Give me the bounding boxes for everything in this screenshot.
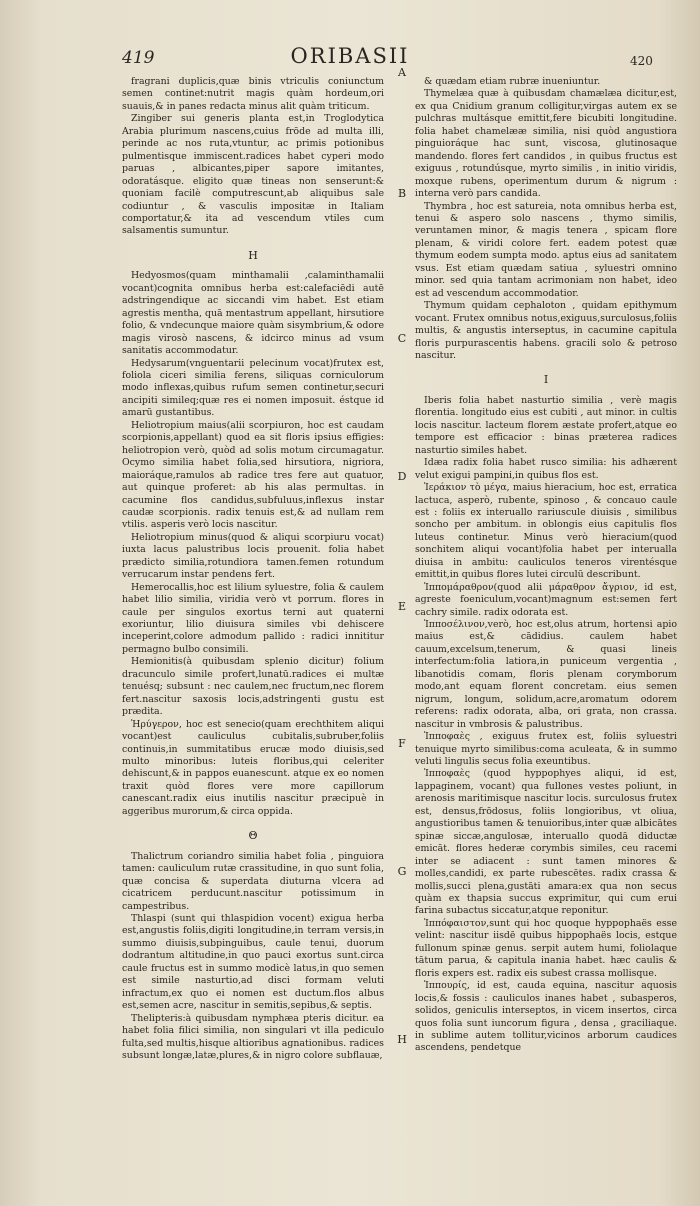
text-paragraph: Thalictrum coriandro similia habet folia , pinguiora tamen: cauliculum rutæ crassitudine, in quo sunt folia, quæ concisa & superdata diuturna vlcera ad cicatricem perducunt.nascitur potissimum in campestribus.	[122, 850, 384, 912]
text-paragraph: Ἱππoσέλινον,verò, hoc est,olus atrum, hortensi apio maius est,& cādidius. caulem habet cauum,excelsum,tenerum, & quasi lineis interfectum:folia latiora,in puniceum vergentia , libanotidis comam, floris plenam corymborum modo,ant equam florent concretam. eius semen nigrum, longum, solidum,acre,aromatum odorem referens: radix odorata, alba, ori grata, non crassa. nascitur in vmbrosis & palustribus.	[415, 619, 677, 730]
text-paragraph: Ἠρύγερον, hoc est senecio(quam erechthitem aliqui vocant)est cauliculus cubitalis,subruber,foliis continuis,in summitatibus erucæ modo diuisis,sed multo minoribus: luteis floribus,qui celeriter dehiscunt,& in pappos euanescunt. atque ex eo nomen traxit quòd flores vere more capillorum canescant.radix eius inutilis nascitur præcipuè in aggeribus murorum,& circa oppida.	[122, 718, 384, 817]
text-paragraph: Iberis folia habet nasturtio similia , verè magis florentia. longitudo eius est cubiti , aut minor. in cultis locis nascitur. lacteum florem æstate profert,atque eo tempore est efficacior : binas præterea radices nasturtio similes habet.	[415, 394, 677, 456]
text-paragraph: Thelipteris:à quibusdam nymphæa pteris dicitur. ea habet folia filici similia, non singulari vt illa pediculo fulta,sed multis,hisque altioribus agnationibus. radices subsunt longæ,latæ,plures,& in nigro colore subflauæ,	[122, 1012, 384, 1061]
margin-letter-d: D	[397, 470, 407, 483]
text-paragraph: Thymum quidam cephaloton , quidam epithymum vocant. Frutex omnibus notus,exiguus,surculosus,foliis multis, & angustis interseptus, in cacumine capitula floris purpurascentis habens. gracili solo & petroso nascitur.	[415, 300, 677, 361]
right-text-column	[415, 76, 677, 1176]
page-header	[0, 44, 700, 74]
text-paragraph: Heliotropium minus(quod & aliqui scorpiuru vocat) iuxta lacus palustribus locis prouenit. folia habet prædicto similia,rotundiora tamen.femen rotundum verrucarum instar pendens fert.	[122, 531, 384, 581]
text-paragraph: & quædam etiam rubræ inueniuntur.	[424, 76, 601, 87]
section-heading: H	[248, 248, 258, 262]
text-paragraph: Hemerocallis,hoc est lilium syluestre, folia & caulem habet lilio similia, viridia verò vt porrum. flores in caule per singulos exortus terni aut quaterni exoriuntur, lilio diuisura similes vbi dehiscere inceperint,colore admodum pallido : radici innititur permagno bulbo consimili.	[122, 581, 384, 655]
text-paragraph: Heliotropium maius(alii scorpiuron, hoc est caudam scorpionis,appellant) quod ea sit floris ipsius effigies: heliotropion verò, quòd ad solis motum circumagatur. Ocymo similia habet folia,sed hirsutiora, nigriora, maioráque,ramulos ab radice tres fere aut quatuor, aut quinque proferet: ab his alas permultas. in cacumine flos candidus,subfuluus,inflexus instar caudæ scorpionis. radix tenuis est,& ad nullam rem vtilis. asperis verò locis nascitur.	[122, 419, 384, 531]
text-paragraph: Hedyosmos(quam minthamalii ,calaminthamalii vocant)cognita omnibus herba est:calefaciēdi autē adstringendique ac siccandi vim habet. Est etiam agrestis mentha, quā mentastrum appellant, hirsutiore folio, & vndecunque maiore quàm sisymbrium,& odore magis virosò nascens, & idcirco minus ad vsum sanitatis accommodatur.	[122, 270, 384, 357]
section-heading: Θ	[248, 829, 258, 843]
text-paragraph: Thlaspi (sunt qui thlaspidion vocent) exigua herba est,angustis foliis,digiti longitudine,in terram versis,in summo diuisis,subpinguibus, caule tenui, duorum dodrantum altitudine,in quo pauci exortus sunt.circa caule fructus est in summo modicè latus,in quo semen est simile nasturtio,ad disci formam veluti infractum,ex quo ei nomen est ductum.flos albus est,semen acre, nascitur in semitis,sepibus,& septis.	[122, 913, 384, 1012]
margin-letter-b: B	[397, 187, 407, 200]
text-paragraph: Hemionitis(à quibusdam splenio dicitur) folium dracunculo simile profert,lunatū.radices ei multæ tenuésq; subsunt : nec caulem,nec fructum,nec florem fert.nascitur saxosis locis,adstringenti gustu est prædita.	[122, 656, 384, 718]
text-paragraph: Thymelæa quæ à quibusdam chamælæa dicitur,est, ex qua Cnidium granum colligitur,virgas autem ex se pulchras multásque emittit,fere bicubiti longitudine. folia habet chamelææ similia, nisi quòd angustiora pinguioráque hac sunt, viscosa, glutinosaque mandendo. flores fert candidos , in quibus fructus est exiguus , rotundúsque, myrto similis , in initio viridis, moxque rubens, operimentum durum & nigrum : interna verò pars candida.	[415, 88, 677, 200]
page-number-right: 420	[630, 54, 653, 68]
margin-letter-f: F	[398, 737, 406, 750]
text-paragraph: Hedysarum(vnguentarii pelecinum vocat)frutex est, foliola ciceri similia ferens, siliquas corniculorum modo inflexas,quibus rufum semen continetur,securi ancipiti simileq;quæ res ei nomen imposuit. éstque id amarū gustantibus.	[122, 357, 384, 419]
left-text-column	[122, 76, 384, 1176]
margin-letter-a: A	[398, 66, 406, 79]
margin-letter-h: H	[397, 1033, 407, 1046]
margin-letter-c: C	[397, 332, 407, 345]
text-paragraph: Ἱππομάραθρον(quod alii μάραθρον ἄγριον, id est, agreste foeniculum,vocant)magnum est:semen fert cachry simile. radix odorata est.	[415, 581, 677, 618]
text-paragraph: Idæa radix folia habet rusco similia: his adhærent velut exigui pampini,in quibus flos est.	[415, 457, 677, 481]
text-paragraph: Ἱπποφαὲς (quod hyppophyes aliqui, id est, lappaginem, vocant) qua fullones vestes poliunt, in arenosis maritimisque nascitur locis. surculosus frutex est, densus,frōdosus, foliis longioribus, vt oliua, angustioribus tamen & tenuioribus,inter quæ albicātes spinæ siccæ,angulosæ, interuallo quodā diductæ emicāt. flores hederæ corymbis similes, ceu racemi inter se adiacent : sunt tamen minores & molles,candidi, ex parte rubescētes. radix crassa & mollis,succi plena,gustāti amara:ex qua non secus quàm ex thapsia succus exprimitur, qui cum erui farina subactus siccatur,atque reponitur.	[415, 768, 677, 917]
margin-letter-g: G	[397, 865, 407, 878]
text-paragraph: Thymbra , hoc est satureia, nota omnibus herba est, tenui & aspero solo nascens , thymo similis, veruntamen minor, & magis tenera , spicam flore plenam, & viridi colore fert. eadem potest quæ thymum eodem sumpta modo. aptus eius ad sanitatem vsus. Est etiam quædam satiua , syluestri omnino minor. sed quia tantam acrimoniam non habet, ideo est ad vescendum accommodatior.	[415, 200, 677, 299]
text-paragraph: Ἱππόφαιστον,sunt qui hoc quoque hyppophaës esse velint: nascitur iisdē quibus hippophaës locis, estque fullonum spinæ genus. serpit autem humi, foliolaque tātum parua, & capitula inania habet. hæc caulis & floris expers est. radix eis subest crassa mollisque.	[415, 917, 677, 979]
text-paragraph: Ἱππουρίς, id est, cauda equina, nascitur aquosis locis,& fossis : cauliculos inanes habet , subasperos, solidos, geniculis interseptos, in vicem insertos, circa quos folia sunt iuncorum figura , densa , graciliaque. in sublime autem tollitur,vicinos arborum caudices ascendens, pendetque	[415, 980, 677, 1054]
page-number-left: 419	[122, 48, 155, 68]
margin-letter-e: E	[397, 600, 407, 613]
text-paragraph: Ἱεράκιον τὸ μέγα, maius hieracium, hoc est, erratica lactuca, asperò, rubente, spinoso , & concauo caule est : foliis ex interuallo rariuscule diuisis , similibus soncho per ambitum. in oblongis eius capitulis flos luteus continetur. Minus verò hieracium(quod sonchitem aliqui vocant)folia habet per interualla diuisa in ambitu: cauliculos teneros virentésque emittit,in quibus flores lutei circulū describunt.	[415, 482, 677, 581]
text-paragraph: Ἱπποφαὲς , exiguus frutex est, foliis syluestri tenuique myrto similibus:coma aculeata, & in summo veluti lingulis secus folia exeuntibus.	[415, 731, 677, 768]
running-title: ORIBASII	[290, 44, 410, 68]
section-heading: I	[543, 373, 549, 387]
text-paragraph: fragrani duplicis,quæ binis vtriculis coniunctum semen continet:nutrit magis quàm hordeum,ori suauis,& in panes redacta minus alit quàm triticum.	[122, 76, 384, 112]
text-paragraph: Zingiber sui generis planta est,in Troglodytica Arabia plurimum nascens,cuius frōde ad multa illi, perinde ac nos ruta,vtuntur, ac primis potionibus pulmentisque immiscent.radices habet cyperi modo paruas , albicantes,piper sapore imitantes, odoratásque. eligito quæ tineas non senserunt:& quoniam facilè computrescunt,ab aliquibus sale codiuntur , & vasculis impositæ in Italiam comportatur,& ita ad vescendum vtiles cum salsamentis sumuntur.	[122, 113, 384, 237]
